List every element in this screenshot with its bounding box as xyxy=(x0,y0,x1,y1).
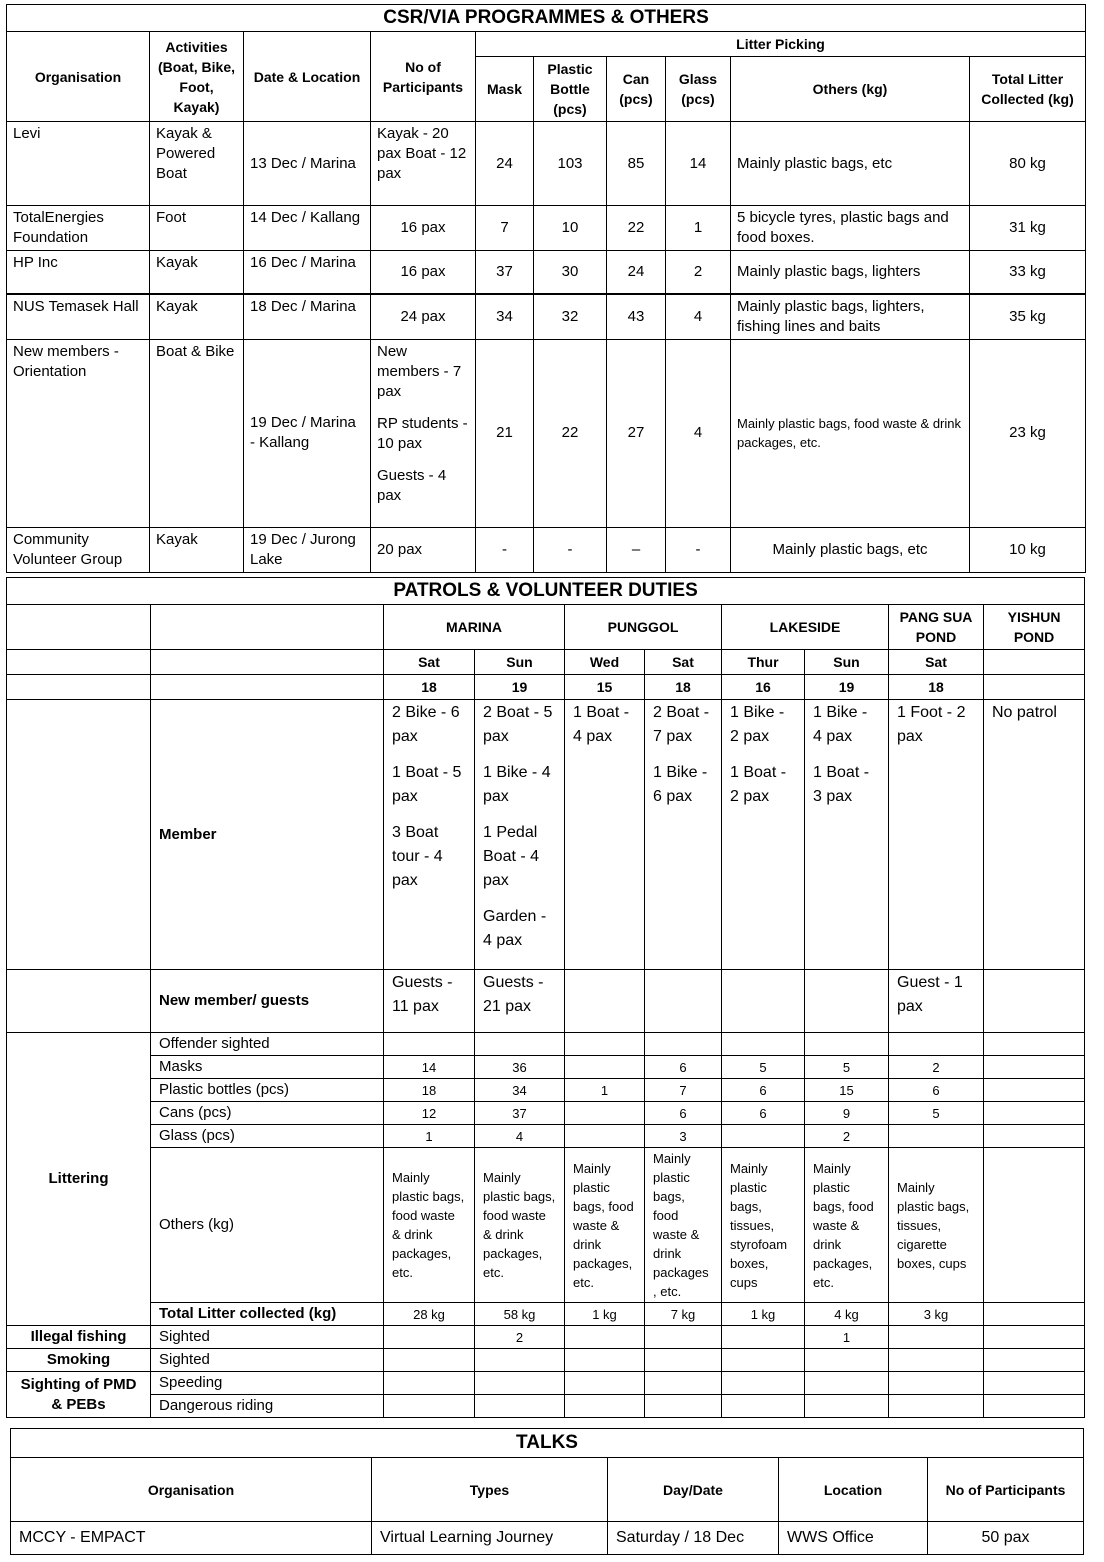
blank-cell xyxy=(984,650,1085,675)
patrols-table xyxy=(6,577,1085,1418)
talks-header-types: Types xyxy=(372,1458,608,1522)
talks-header-day-date: Day/Date xyxy=(608,1458,779,1522)
guests-cell: Guest - 1 pax xyxy=(889,970,984,1033)
blank-cell xyxy=(7,700,151,970)
patrols-title: PATROLS & VOLUNTEER DUTIES xyxy=(7,578,1085,605)
member-cell xyxy=(384,700,475,970)
table-row xyxy=(7,122,1086,206)
offender-row xyxy=(7,1033,1085,1056)
csr-others: 5 bicycle tyres, plastic bags and food boxes. xyxy=(731,206,970,251)
csr-glass: 1 xyxy=(666,206,731,251)
talks-header-location: Location xyxy=(779,1458,928,1522)
speeding-label: Speeding xyxy=(151,1372,384,1395)
member-entry: 1 Bike - 2 pax xyxy=(730,704,785,745)
glass-cell: 2 xyxy=(805,1125,889,1148)
csr-can: 27 xyxy=(607,339,666,527)
csr-org: Community Volunteer Group xyxy=(7,527,150,572)
csr-table xyxy=(6,4,1086,573)
cans-row xyxy=(7,1102,1085,1125)
day-label: Sat xyxy=(645,650,722,675)
guests-cell xyxy=(984,970,1085,1033)
total-cell: 7 kg xyxy=(645,1303,722,1326)
smoking-row xyxy=(7,1349,1085,1372)
fishing-cell xyxy=(984,1326,1085,1349)
fishing-label: Illegal fishing xyxy=(7,1326,151,1349)
csr-mask: 34 xyxy=(476,294,534,340)
csr-header-participants: No of Participants xyxy=(371,32,476,122)
bottles-row xyxy=(7,1079,1085,1102)
csr-activity: Kayak & Powered Boat xyxy=(150,122,244,206)
csr-header-mask: Mask xyxy=(476,57,534,122)
member-entry: 1 Boat - 2 pax xyxy=(730,764,787,805)
masks-cell: 14 xyxy=(384,1056,475,1079)
csr-can: 43 xyxy=(607,294,666,340)
blank-cell xyxy=(7,970,151,1033)
member-entry: 1 Boat - 4 pax xyxy=(573,704,630,745)
csr-header-organisation: Organisation xyxy=(7,32,150,122)
total-label: Total Litter collected (kg) xyxy=(151,1303,384,1326)
csr-plastic: 22 xyxy=(534,339,607,527)
date-label: 19 xyxy=(805,675,889,700)
date-label: 18 xyxy=(645,675,722,700)
csr-date: 19 Dec / Marina - Kallang xyxy=(244,339,371,527)
member-cell xyxy=(889,700,984,970)
member-entry: 2 Boat - 7 pax xyxy=(653,704,710,745)
member-cell xyxy=(565,700,645,970)
blank-cell xyxy=(984,675,1085,700)
cans-cell: 6 xyxy=(722,1102,805,1125)
dangerous-label: Dangerous riding xyxy=(151,1395,384,1418)
fishing-cell xyxy=(645,1326,722,1349)
member-entry: 1 Boat - 3 pax xyxy=(813,764,870,805)
bottles-label: Plastic bottles (pcs) xyxy=(151,1079,384,1102)
glass-label: Glass (pcs) xyxy=(151,1125,384,1148)
csr-mask: 37 xyxy=(476,251,534,294)
member-row xyxy=(7,700,1085,970)
member-cell xyxy=(475,700,565,970)
csr-participants-line: New members - 7 pax xyxy=(377,342,462,400)
masks-cell: 5 xyxy=(805,1056,889,1079)
csr-participants: Kayak - 20 pax Boat - 12 pax xyxy=(371,122,476,206)
talks-type: Virtual Learning Journey xyxy=(372,1522,608,1555)
csr-can: – xyxy=(607,527,666,572)
talks-org: MCCY - EMPACT xyxy=(11,1522,372,1555)
total-cell xyxy=(984,1303,1085,1326)
masks-cell: 36 xyxy=(475,1056,565,1079)
smoking-sub-label: Sighted xyxy=(151,1349,384,1372)
member-entry: Garden - 4 pax xyxy=(483,908,547,949)
total-cell: 3 kg xyxy=(889,1303,984,1326)
csr-participants xyxy=(371,339,476,527)
others-cell xyxy=(984,1148,1085,1303)
member-entry: 1 Bike - 4 pax xyxy=(813,704,868,745)
table-row xyxy=(7,527,1086,572)
others-label: Others (kg) xyxy=(151,1148,384,1303)
member-cell: No patrol xyxy=(984,700,1085,970)
table-row xyxy=(7,339,1086,527)
glass-cell: 3 xyxy=(645,1125,722,1148)
member-entry: 3 Boat tour - 4 pax xyxy=(392,824,443,889)
total-cell: 58 kg xyxy=(475,1303,565,1326)
blank-cell xyxy=(151,650,384,675)
littering-label: Littering xyxy=(7,1033,151,1326)
csr-org: HP Inc xyxy=(7,251,150,294)
csr-header-plastic: Plastic Bottle (pcs) xyxy=(534,57,607,122)
total-cell: 4 kg xyxy=(805,1303,889,1326)
location-pang-sua-pond: PANG SUA POND xyxy=(889,605,984,650)
csr-others: Mainly plastic bags, etc xyxy=(731,122,970,206)
csr-org: NUS Temasek Hall xyxy=(7,294,150,340)
glass-cell: 1 xyxy=(384,1125,475,1148)
csr-activity: Kayak xyxy=(150,527,244,572)
csr-header-total: Total Litter Collected (kg) xyxy=(970,57,1086,122)
csr-activity: Foot xyxy=(150,206,244,251)
bottles-cell: 18 xyxy=(384,1079,475,1102)
csr-glass: - xyxy=(666,527,731,572)
csr-header-date-location: Date & Location xyxy=(244,32,371,122)
cans-cell: 37 xyxy=(475,1102,565,1125)
others-cell: Mainly plastic bags, food waste & drink packages, etc. xyxy=(565,1148,645,1303)
blank-cell xyxy=(7,605,151,650)
csr-title: CSR/VIA PROGRAMMES & OTHERS xyxy=(7,5,1086,32)
bottles-cell: 6 xyxy=(889,1079,984,1102)
guests-cell xyxy=(805,970,889,1033)
masks-cell xyxy=(565,1056,645,1079)
day-label: Sun xyxy=(805,650,889,675)
csr-total: 80 kg xyxy=(970,122,1086,206)
location-yishun-pond: YISHUN POND xyxy=(984,605,1085,650)
csr-can: 22 xyxy=(607,206,666,251)
pmd-label: Sighting of PMD & PEBs xyxy=(7,1372,151,1418)
csr-participants: 24 pax xyxy=(371,294,476,340)
fishing-sub-label: Sighted xyxy=(151,1326,384,1349)
total-row xyxy=(7,1303,1085,1326)
csr-header-litter-picking: Litter Picking xyxy=(476,32,1086,57)
csr-header-others: Others (kg) xyxy=(731,57,970,122)
fishing-cell xyxy=(889,1326,984,1349)
bottles-cell: 15 xyxy=(805,1079,889,1102)
member-entry: 1 Boat - 5 pax xyxy=(392,764,462,805)
day-label: Thur xyxy=(722,650,805,675)
bottles-cell: 6 xyxy=(722,1079,805,1102)
fishing-cell: 2 xyxy=(475,1326,565,1349)
csr-participants-line: RP students - 10 pax xyxy=(377,414,468,452)
guests-cell xyxy=(722,970,805,1033)
csr-org: TotalEnergies Foundation xyxy=(7,206,150,251)
member-entry: 1 Pedal Boat - 4 pax xyxy=(483,824,540,889)
csr-plastic: 30 xyxy=(534,251,607,294)
masks-cell xyxy=(984,1056,1085,1079)
fishing-row xyxy=(7,1326,1085,1349)
date-label: 16 xyxy=(722,675,805,700)
day-label: Sat xyxy=(889,650,984,675)
glass-cell: 4 xyxy=(475,1125,565,1148)
csr-header-can: Can (pcs) xyxy=(607,57,666,122)
day-label: Sat xyxy=(384,650,475,675)
others-cell: Mainly plastic bags, tissues, styrofoam boxes, cups xyxy=(722,1148,805,1303)
glass-cell xyxy=(984,1125,1085,1148)
total-cell: 1 kg xyxy=(565,1303,645,1326)
csr-others: Mainly plastic bags, food waste & drink packages, etc. xyxy=(731,339,970,527)
member-label: Member xyxy=(151,700,384,970)
member-entry: 2 Boat - 5 pax xyxy=(483,704,553,745)
csr-date: 16 Dec / Marina xyxy=(244,251,371,294)
csr-activity: Boat & Bike xyxy=(150,339,244,527)
csr-participants-line: Guests - 4 pax xyxy=(377,466,447,504)
others-cell: Mainly plastic bags, food waste & drink packages, etc. xyxy=(384,1148,475,1303)
csr-can: 24 xyxy=(607,251,666,294)
masks-row xyxy=(7,1056,1085,1079)
blank-cell xyxy=(7,650,151,675)
csr-can: 85 xyxy=(607,122,666,206)
cans-cell xyxy=(984,1102,1085,1125)
others-row xyxy=(7,1148,1085,1303)
talks-participants: 50 pax xyxy=(928,1522,1084,1555)
masks-cell: 2 xyxy=(889,1056,984,1079)
masks-cell: 5 xyxy=(722,1056,805,1079)
csr-total: 23 kg xyxy=(970,339,1086,527)
offender-label: Offender sighted xyxy=(151,1033,384,1056)
location-punggol: PUNGGOL xyxy=(565,605,722,650)
total-cell: 28 kg xyxy=(384,1303,475,1326)
cans-cell: 5 xyxy=(889,1102,984,1125)
guests-label: New member/ guests xyxy=(151,970,384,1033)
csr-mask: - xyxy=(476,527,534,572)
day-label: Sun xyxy=(475,650,565,675)
talks-title: TALKS xyxy=(11,1429,1084,1458)
masks-cell: 6 xyxy=(645,1056,722,1079)
bottles-cell: 34 xyxy=(475,1079,565,1102)
others-cell: Mainly plastic bags, food waste & drink packages, etc. xyxy=(805,1148,889,1303)
smoking-label: Smoking xyxy=(7,1349,151,1372)
member-entry: 1 Bike - 6 pax xyxy=(653,764,708,805)
csr-date: 14 Dec / Kallang xyxy=(244,206,371,251)
date-label: 15 xyxy=(565,675,645,700)
masks-label: Masks xyxy=(151,1056,384,1079)
others-cell: Mainly plastic bags, tissues, cigarette boxes, cups xyxy=(889,1148,984,1303)
table-row xyxy=(7,206,1086,251)
cans-cell: 12 xyxy=(384,1102,475,1125)
talks-day-date: Saturday / 18 Dec xyxy=(608,1522,779,1555)
csr-total: 31 kg xyxy=(970,206,1086,251)
csr-date: 18 Dec / Marina xyxy=(244,294,371,340)
csr-header-activities: Activities (Boat, Bike, Foot, Kayak) xyxy=(150,32,244,122)
date-label: 18 xyxy=(889,675,984,700)
csr-mask: 24 xyxy=(476,122,534,206)
dangerous-row xyxy=(7,1395,1085,1418)
csr-total: 33 kg xyxy=(970,251,1086,294)
bottles-cell xyxy=(984,1079,1085,1102)
csr-glass: 2 xyxy=(666,251,731,294)
day-label: Wed xyxy=(565,650,645,675)
csr-glass: 4 xyxy=(666,294,731,340)
csr-plastic: 103 xyxy=(534,122,607,206)
csr-participants: 16 pax xyxy=(371,251,476,294)
member-cell xyxy=(805,700,889,970)
date-label: 19 xyxy=(475,675,565,700)
csr-glass: 14 xyxy=(666,122,731,206)
others-cell: Mainly plastic bags, food waste & drink packages , etc. xyxy=(645,1148,722,1303)
csr-plastic: - xyxy=(534,527,607,572)
blank-cell xyxy=(151,605,384,650)
guests-cell: Guests - 11 pax xyxy=(384,970,475,1033)
blank-cell xyxy=(151,675,384,700)
member-entry: 1 Bike - 4 pax xyxy=(483,764,551,805)
talks-table xyxy=(10,1428,1084,1555)
guests-cell xyxy=(645,970,722,1033)
csr-plastic: 10 xyxy=(534,206,607,251)
bottles-cell: 1 xyxy=(565,1079,645,1102)
talks-location: WWS Office xyxy=(779,1522,928,1555)
speeding-row xyxy=(7,1372,1085,1395)
location-lakeside: LAKESIDE xyxy=(722,605,889,650)
cans-label: Cans (pcs) xyxy=(151,1102,384,1125)
csr-total: 35 kg xyxy=(970,294,1086,340)
csr-org: New members - Orientation xyxy=(7,339,150,527)
location-marina: MARINA xyxy=(384,605,565,650)
csr-activity: Kayak xyxy=(150,294,244,340)
member-cell xyxy=(722,700,805,970)
fishing-cell xyxy=(565,1326,645,1349)
fishing-cell xyxy=(722,1326,805,1349)
total-cell: 1 kg xyxy=(722,1303,805,1326)
csr-others: Mainly plastic bags, etc xyxy=(731,527,970,572)
blank-cell xyxy=(7,675,151,700)
table-row xyxy=(11,1522,1084,1555)
fishing-cell xyxy=(384,1326,475,1349)
talks-header-organisation: Organisation xyxy=(11,1458,372,1522)
csr-org: Levi xyxy=(7,122,150,206)
csr-others: Mainly plastic bags, lighters xyxy=(731,251,970,294)
csr-total: 10 kg xyxy=(970,527,1086,572)
csr-date: 13 Dec / Marina xyxy=(244,122,371,206)
glass-cell xyxy=(722,1125,805,1148)
guests-row xyxy=(7,970,1085,1033)
member-entry: 2 Bike - 6 pax xyxy=(392,704,460,745)
cans-cell: 6 xyxy=(645,1102,722,1125)
guests-cell: Guests - 21 pax xyxy=(475,970,565,1033)
csr-mask: 21 xyxy=(476,339,534,527)
guests-cell xyxy=(565,970,645,1033)
csr-mask: 7 xyxy=(476,206,534,251)
glass-row xyxy=(7,1125,1085,1148)
csr-date: 19 Dec / Jurong Lake xyxy=(244,527,371,572)
cans-cell: 9 xyxy=(805,1102,889,1125)
csr-participants: 20 pax xyxy=(371,527,476,572)
fishing-cell: 1 xyxy=(805,1326,889,1349)
talks-header-participants: No of Participants xyxy=(928,1458,1084,1522)
csr-header-glass: Glass (pcs) xyxy=(666,57,731,122)
table-row xyxy=(7,294,1086,340)
csr-others: Mainly plastic bags, lighters, fishing lines and baits xyxy=(731,294,970,340)
bottles-cell: 7 xyxy=(645,1079,722,1102)
cans-cell xyxy=(565,1102,645,1125)
csr-glass: 4 xyxy=(666,339,731,527)
csr-activity: Kayak xyxy=(150,251,244,294)
member-cell xyxy=(645,700,722,970)
table-row xyxy=(7,251,1086,294)
csr-participants: 16 pax xyxy=(371,206,476,251)
csr-plastic: 32 xyxy=(534,294,607,340)
date-label: 18 xyxy=(384,675,475,700)
member-entry: 1 Foot - 2 pax xyxy=(897,704,966,745)
others-cell: Mainly plastic bags, food waste & drink packages, etc. xyxy=(475,1148,565,1303)
glass-cell xyxy=(565,1125,645,1148)
glass-cell xyxy=(889,1125,984,1148)
